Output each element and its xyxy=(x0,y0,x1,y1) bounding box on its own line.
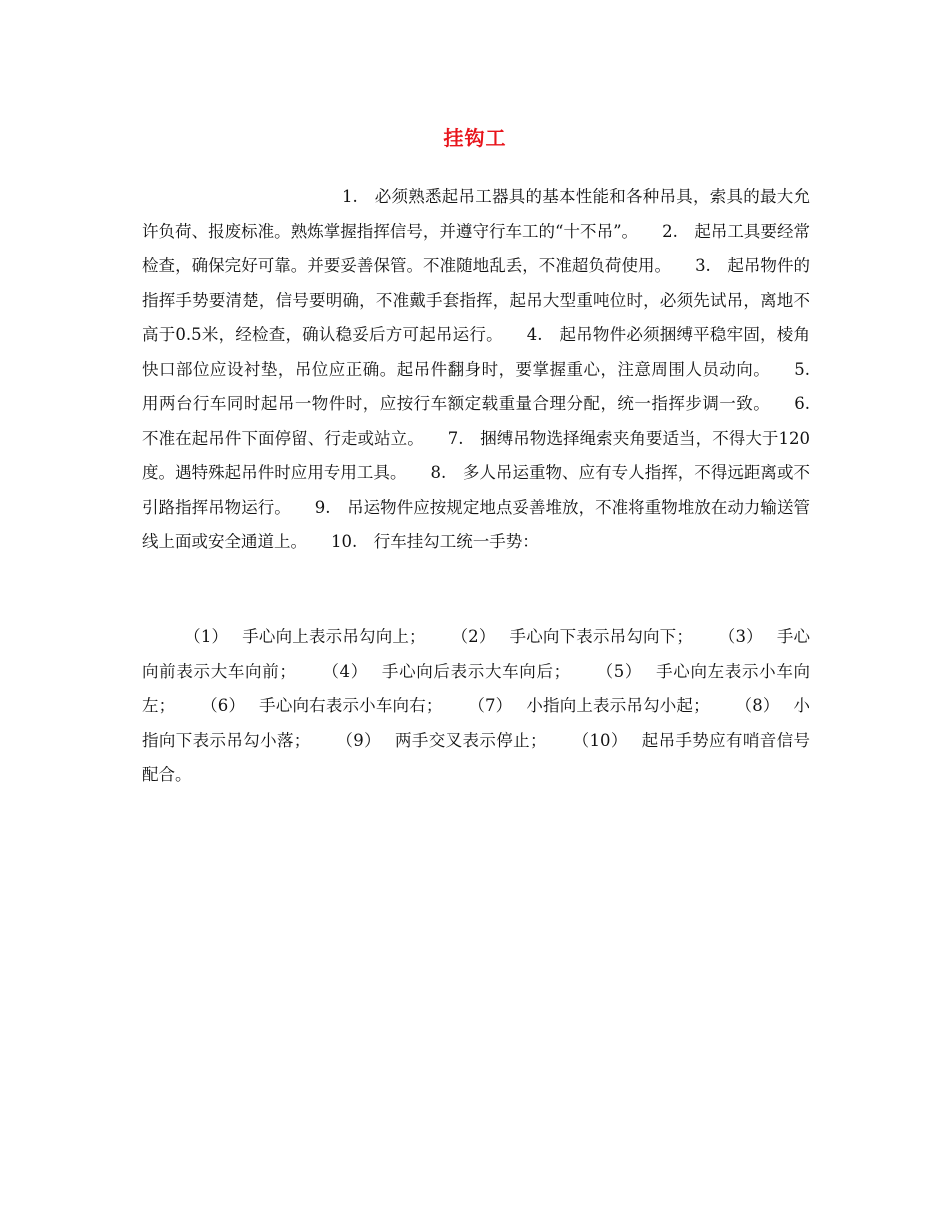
rule-item-6: 6. 不准在起吊件下面停留、行走或站立。 xyxy=(142,394,827,448)
gesture-text: 手心向上表示吊勾向上； xyxy=(242,627,426,646)
gesture-number: （10） xyxy=(580,730,628,750)
rule-item-2: 2. 起吊工具要经常检查，确保完好可靠。并要妥善保管。不准随地乱丢，不准超负荷使用。 xyxy=(142,221,811,275)
gesture-item-4 xyxy=(330,662,570,681)
gesture-item-6 xyxy=(209,696,442,715)
document-title: 挂钩工 xyxy=(443,126,507,150)
gesture-number: （1） xyxy=(184,627,229,646)
gesture-number: （8） xyxy=(743,696,780,715)
gesture-list xyxy=(142,620,810,793)
rule-item-8: 8. 多人吊运重物、应有专人指挥，不得远距离或不引路指挥吊物运行。 xyxy=(142,463,810,517)
gesture-item-9 xyxy=(344,731,546,750)
gesture-number: （6） xyxy=(209,696,246,715)
rule-item-5: 5. 用两台行车同时起吊一物件时，应按行车额定载重量合理分配，统一指挥步调一致。 xyxy=(142,359,827,413)
gesture-text: 小指向下表示吊勾小落； xyxy=(142,696,811,750)
gesture-text: 两手交叉表示停止； xyxy=(395,730,547,750)
gesture-text: 手心向前表示大车向前； xyxy=(142,627,811,681)
gesture-text: 手心向左表示小车向左； xyxy=(142,661,811,715)
rule-item-4: 4. 起吊物件必须捆缚平稳牢固，棱角快口部位应设衬垫，吊位应正确。起吊件翻身时，要掌握重心，注意周围人员动向。 xyxy=(142,325,810,379)
gesture-item-1 xyxy=(184,627,426,646)
rule-item-10: 10. 行车挂勾工统一手势： xyxy=(331,532,539,551)
gesture-text: 小指向上表示吊勾小起； xyxy=(526,696,710,715)
gesture-number: （3） xyxy=(726,627,763,646)
rule-item-1: 1. 必须熟悉起吊工器具的基本性能和各种吊具，索具的最大允许负荷、报废标准。熟炼掌握指挥信号，并遵守行车工的“十不吊”。 xyxy=(142,187,810,241)
rules-paragraph xyxy=(142,180,827,560)
gesture-text: 手心向右表示小车向右； xyxy=(259,696,443,715)
gesture-number: （5） xyxy=(604,661,643,681)
gesture-number: （4） xyxy=(329,661,368,681)
gesture-number: （9） xyxy=(344,730,382,750)
gesture-text: 起吊手势应有哨音信号配合。 xyxy=(142,730,811,784)
gesture-number: （2） xyxy=(459,627,496,646)
gesture-text: 手心向下表示吊勾向下； xyxy=(509,627,693,646)
gesture-item-2 xyxy=(460,627,693,646)
rule-item-3: 3. 起吊物件的指挥手势要清楚，信号要明确，不准戴手套指挥，起吊大型重吨位时，必须先试吊，离地不高于0.5米，经检查，确认稳妥后方可起吊运行。 xyxy=(142,256,811,344)
gesture-item-7 xyxy=(476,696,709,715)
rule-item-7: 7. 捆缚吊物选择绳索夹角要适当，不得大于120度。遇特殊起吊件时应用专用工具。 xyxy=(142,428,810,482)
gesture-number: （7） xyxy=(476,696,513,715)
gesture-text: 手心向后表示大车向后； xyxy=(381,661,571,681)
rule-item-9: 9. 吊运物件应按规定地点妥善堆放，不准将重物堆放在动力输送管线上面或安全通道上。 xyxy=(142,497,810,551)
